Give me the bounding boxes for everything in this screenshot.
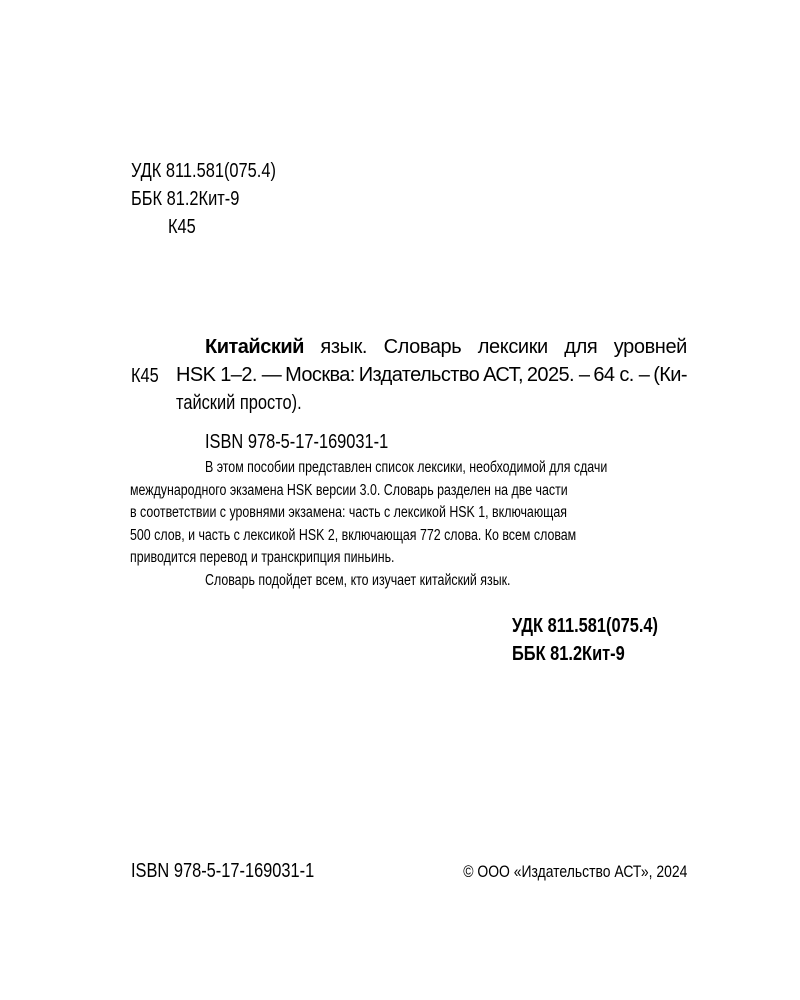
bib-word: HSK 1–2. — (176, 364, 282, 386)
footer-isbn: ISBN 978-5-17-169031-1 (131, 860, 315, 882)
bib-word: АСТ, (483, 364, 523, 386)
bib-word: уровней (613, 336, 687, 358)
entry-title-bold: Китайский (205, 336, 304, 358)
annotation-line: в соответствии с уровнями экзамена: часть с лексикой HSK 1, включающая (130, 504, 567, 521)
entry-author-mark: К45 (131, 365, 159, 387)
bib-word: Словарь (383, 336, 462, 358)
isbn-entry: ISBN 978-5-17-169031-1 (205, 431, 389, 453)
bbk-code-bold: ББК 81.2Кит-9 (512, 643, 625, 665)
annotation (130, 457, 687, 592)
bib-line-1 (205, 333, 687, 361)
bib-line-2 (176, 361, 687, 389)
bib-word: для (564, 336, 598, 358)
udk-code-bold: УДК 811.581(075.4) (512, 615, 658, 637)
annotation-line: международного экзамена HSK версии 3.0. Словарь разделен на две части (130, 481, 568, 499)
annotation-line: В этом пособии представлен список лексики, необходимой для сдачи (205, 459, 608, 476)
annotation-line: 500 слов, и часть с лексикой HSK 2, включающая 772 слова. Ко всем словам (130, 526, 577, 544)
annotation-line: Словарь подойдет всем, кто изучает китайский язык. (205, 571, 511, 589)
classification-block (131, 157, 308, 241)
bibliographic-entry (176, 333, 687, 417)
bib-word: лексики (477, 336, 548, 358)
bib-word: язык. (320, 336, 368, 358)
bib-word: 64 с. – (593, 364, 650, 386)
bib-word: Москва: (285, 364, 355, 386)
bib-word: 2025. – (526, 364, 590, 386)
udk-code: УДК 811.581(075.4) (131, 160, 276, 182)
copyright-notice: © ООО «Издательство АСТ», 2024 (462, 862, 687, 881)
bbk-code: ББК 81.2Кит-9 (131, 188, 240, 210)
annotation-line: приводится перевод и транскрипция пиньинь. (130, 549, 395, 566)
bib-word: тайский просто). (176, 392, 302, 414)
classification-block-bold (512, 612, 687, 668)
bib-line-3 (176, 389, 687, 417)
bib-word: (Ки- (653, 364, 687, 386)
author-mark: К45 (168, 216, 196, 238)
bib-word: Издательство (358, 364, 480, 386)
